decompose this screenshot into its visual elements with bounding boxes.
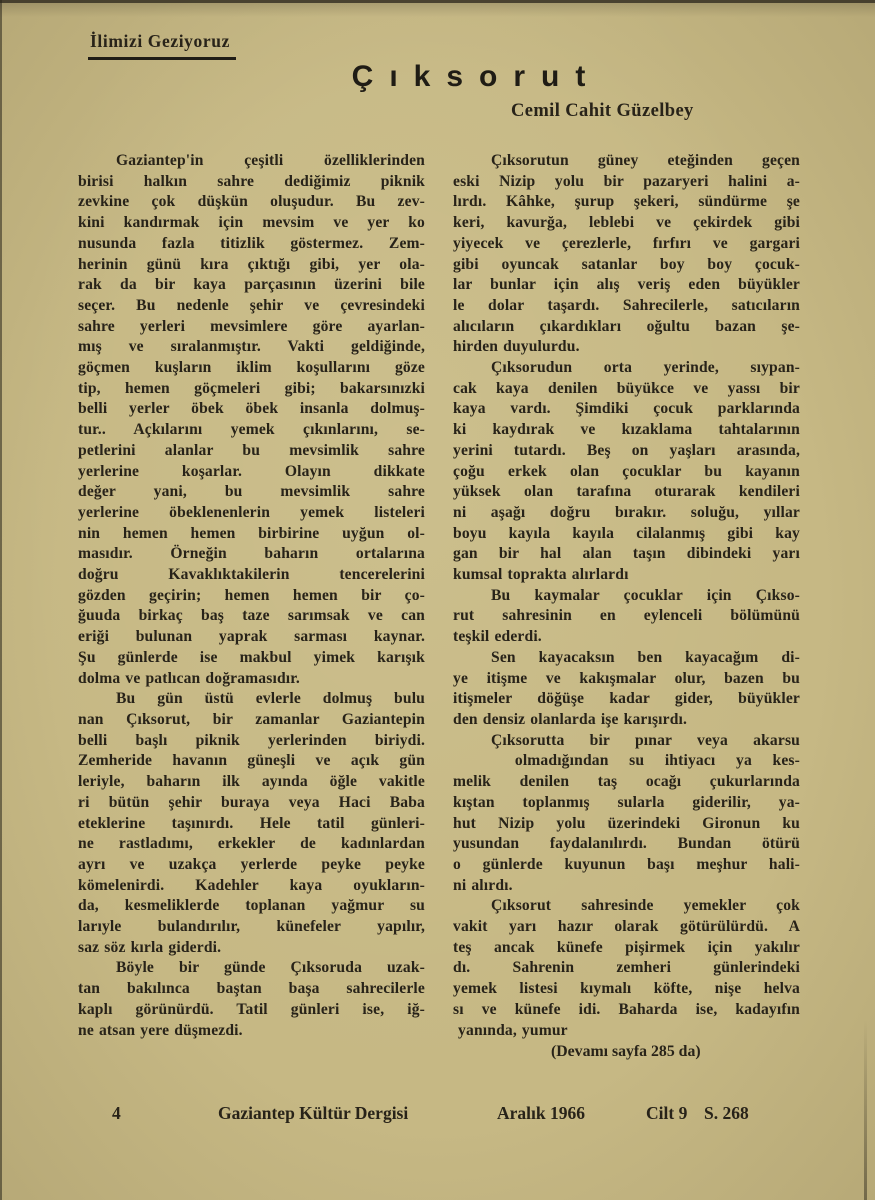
- text-line: cak kaya denilen büyükce ve yassı bir: [453, 379, 800, 397]
- paragraph: [453, 731, 800, 897]
- text-line: sahre yerleri mevsimlere göre ayarlan-: [78, 317, 425, 335]
- left-column: [78, 151, 425, 1062]
- footer-page-reference: S. 268: [704, 1103, 749, 1123]
- text-line: le dolar taşardı. Sahrecilerle, satıcıların: [453, 296, 800, 314]
- text-line: den densiz olanlarda işe karışırdı.: [453, 710, 688, 728]
- text-line: o günlerde kuyunun başı meşhur hali-: [453, 855, 800, 873]
- text-line: belli başlı piknik yerlerinden biriydi.: [78, 731, 425, 749]
- scan-edge-top-shadow: [0, 3, 875, 17]
- text-line: yerlerine öbeklenenlerin yemek listeleri: [78, 503, 425, 521]
- text-line: masıdır. Örneğin baharın ortalarına: [78, 545, 425, 563]
- text-line: gözden geçirin; hemen hemen bir ço-: [78, 586, 425, 604]
- footer-page-number: 4: [112, 1103, 121, 1123]
- text-line: yanında, yumur: [453, 1021, 568, 1039]
- text-line: zevkine çok düşkün oluşudur. Bu zev-: [78, 193, 425, 211]
- paragraph: [453, 896, 800, 1041]
- right-column: [453, 151, 800, 1062]
- text-line: Çıksorutta bir pınar veya akarsu: [491, 731, 800, 749]
- article-author: Cemil Cahit Güzelbey: [511, 101, 694, 121]
- text-line: doğru Kavaklıktakilerin tencerelerini: [78, 566, 425, 584]
- paragraph: [78, 958, 425, 1041]
- text-line: nan Çıksorut, bir zamanlar Gaziantepin: [78, 710, 425, 728]
- text-line: Böyle bir günde Çıksoruda uzak-: [116, 959, 425, 977]
- paragraph: [453, 586, 800, 648]
- text-line: Çıksorudun orta yerinde, sıypan-: [491, 359, 800, 377]
- text-line: dı. Sahrenin zemheri günlerindeki: [453, 959, 800, 977]
- paragraph: [453, 151, 800, 358]
- text-line: ye itişme ve kakışmalar olur, bazen bu: [453, 669, 800, 687]
- text-line: belli yerler öbek öbek insanla dolmuş-: [78, 400, 425, 418]
- paragraph: [453, 648, 800, 731]
- text-line: saz söz kırla giderdi.: [78, 938, 222, 956]
- text-line: melik denilen taş ocağı çukurlarında: [453, 773, 800, 791]
- text-line: nin hemen hemen birbirine uyğun ol-: [78, 524, 425, 542]
- paragraph: [78, 151, 425, 689]
- text-line: Zemheride havanın güneşli ve açık gün: [78, 752, 425, 770]
- text-line: kumsal toprakta alırlardı: [453, 566, 629, 584]
- text-line: Bu gün üstü evlerle dolmuş bulu: [116, 690, 425, 708]
- text-line: nusunda fazla titizlik göstermez. Zem-: [78, 234, 425, 252]
- text-line: larıyle bulandırılır, künefeler yapılır,: [78, 918, 425, 936]
- text-line: çoğu erkek olan çocuklar bu kayanın: [453, 462, 800, 480]
- text-line: keri, kavurğa, leblebi ve çekirdek gibi: [453, 214, 800, 232]
- text-line: Bu kaymalar çocuklar için Çıkso-: [491, 586, 800, 604]
- text-line: ri bütün şehir buraya veya Haci Baba: [78, 793, 425, 811]
- text-line: eski Nizip yolu bir pazaryeri halini a-: [453, 172, 800, 190]
- text-line: dolma ve patlıcan doğramasıdır.: [78, 669, 300, 687]
- text-line: Gaziantep'in çeşitli özelliklerinden: [116, 152, 425, 169]
- paragraph: [453, 358, 800, 586]
- text-line: hut Nizip yolu üzerindeki Gironun ku: [453, 814, 800, 832]
- text-line: yemek listesi kıymalı köfte, nişe helva: [453, 980, 800, 998]
- footer-journal-title: Gaziantep Kültür Dergisi: [218, 1103, 409, 1123]
- text-line: yusundan faydalanılırdı. Bundan ötürü: [453, 835, 800, 853]
- text-line: eriği bulunan yaprak sarması kaynar.: [78, 628, 425, 646]
- text-line: Çıksorutun güney eteğinden geçen: [491, 152, 800, 169]
- text-line: yiyecek ve çerezlerle, fırfırı ve gargari: [453, 234, 800, 252]
- text-line: ne rastladımı, erkekler de kadınlardan: [78, 835, 425, 853]
- text-line: eteklerine taşınırdı. Hele tatil günleri-: [78, 814, 425, 832]
- article-title: Çıksorut: [351, 60, 602, 93]
- text-line: gibi oyuncak satanlar boy boy çocuk-: [453, 255, 800, 273]
- text-line: yerlerine koşarlar. Olayın dikkate: [78, 462, 425, 480]
- text-line: alıcıların çıkardıkları oğultu bazan şe-: [453, 317, 800, 335]
- text-line: petlerini alanlar bu mevsimlik sahre: [78, 441, 425, 459]
- text-line: mış ve sıralanmıştır. Vakti geldiğinde,: [78, 338, 425, 356]
- text-line: lar bunlar için alış veriş eden büyükler: [453, 276, 800, 294]
- text-line: leriyle, baharın ilk ayında öğle vakitle: [78, 773, 425, 791]
- text-line: ki kaydırak ve kızaklama tahtalarının: [453, 421, 800, 439]
- text-line: teşkil ederdi.: [453, 628, 542, 646]
- footer-volume: Cilt 9: [646, 1103, 688, 1123]
- right-column-paragraphs: [453, 151, 800, 1041]
- text-line: kaplı görünürdü. Tatil günleri ise, iğ-: [78, 1000, 425, 1018]
- text-line: boyu kayıla kayıla cilalanmış gibi kay: [453, 524, 800, 542]
- text-line: teş ancak künefe pişirmek için yakılır: [453, 938, 800, 956]
- text-line: hirden duyulurdu.: [453, 338, 580, 356]
- text-line: tan bakılınca baştan başa sahrecilerle: [78, 980, 425, 998]
- text-line: lırdı. Kâhke, şurup şekeri, sündürme şe: [453, 193, 800, 211]
- text-line: gan bir hal alan taşın dibindeki yarı: [453, 545, 800, 563]
- text-line: ayrı ve uzakça yerlerde peyke peyke: [78, 855, 425, 873]
- paragraph: [78, 689, 425, 958]
- text-line: rut sahresinin en eylenceli bölümünü: [453, 607, 800, 625]
- footer-issue-date: Aralık 1966: [497, 1103, 585, 1123]
- text-line: seçer. Bu nedenle şehir ve çevresindeki: [78, 296, 425, 314]
- article-body: [78, 151, 800, 1062]
- continuation-note: (Devamı sayfa 285 da): [551, 1043, 701, 1061]
- text-line: birisi halkın sahre dediğimiz piknik: [78, 172, 425, 190]
- text-line: yüksek olan tarafına oturarak kendileri: [453, 483, 800, 501]
- text-line: kaya vardı. Şimdiki çocuk parklarında: [453, 400, 800, 418]
- text-line: sı ve künefe idi. Baharda ise, kadayıfın: [453, 1000, 800, 1018]
- text-line: ni aşağı doğru bırakır. soluğu, yıllar: [453, 503, 800, 521]
- text-line: itişmeler döğüşe kadar gider, büyükler: [453, 690, 800, 708]
- text-line: rak da bir kaya parçasının üzerini bile: [78, 276, 425, 294]
- text-line: olmadığından su ihtiyacı ya kes-: [453, 752, 800, 770]
- text-line: kömelenirdi. Kadehler kaya oyukların-: [78, 876, 425, 894]
- text-line: tur.. Açkılarını yemek çıkınlarını, se-: [78, 421, 425, 439]
- text-line: da, kesmeliklerde toplanan yağmur su: [78, 897, 425, 915]
- section-label: İlimizi Geziyoruz: [88, 31, 236, 60]
- text-line: Şu günlerde ise makbul yimek karışık: [78, 648, 425, 666]
- text-line: Sen kayacaksın ben kayacağım di-: [491, 648, 800, 666]
- footer: [0, 1103, 875, 1129]
- text-line: ğuuda birkaç baş taze sarımsak ve can: [78, 607, 425, 625]
- text-line: yerini tutardı. Beş on yaşları arasında,: [453, 441, 800, 459]
- text-line: vakit yarı hazır olarak götürülürdü. A: [453, 918, 800, 936]
- text-line: kini kandırmak için mevsim ve yer ko: [78, 214, 425, 232]
- text-line: ni alırdı.: [453, 876, 513, 894]
- text-line: kıştan toplanmış sularla giderilir, ya-: [453, 793, 800, 811]
- text-line: değer yani, bu mevsimlik sahre: [78, 483, 425, 501]
- scan-edge-left: [0, 0, 2, 1200]
- text-line: göçmen kuşların iklim koşullarını göze: [78, 359, 425, 377]
- text-line: tip, hemen göçmeleri gibi; bakarsınızki: [78, 379, 425, 397]
- text-line: Çıksorut sahresinde yemekler çok: [491, 897, 800, 915]
- text-line: ne atsan yere düşmezdi.: [78, 1021, 243, 1039]
- text-line: herinin günü kıra çıktığı gibi, yer ola-: [78, 255, 425, 273]
